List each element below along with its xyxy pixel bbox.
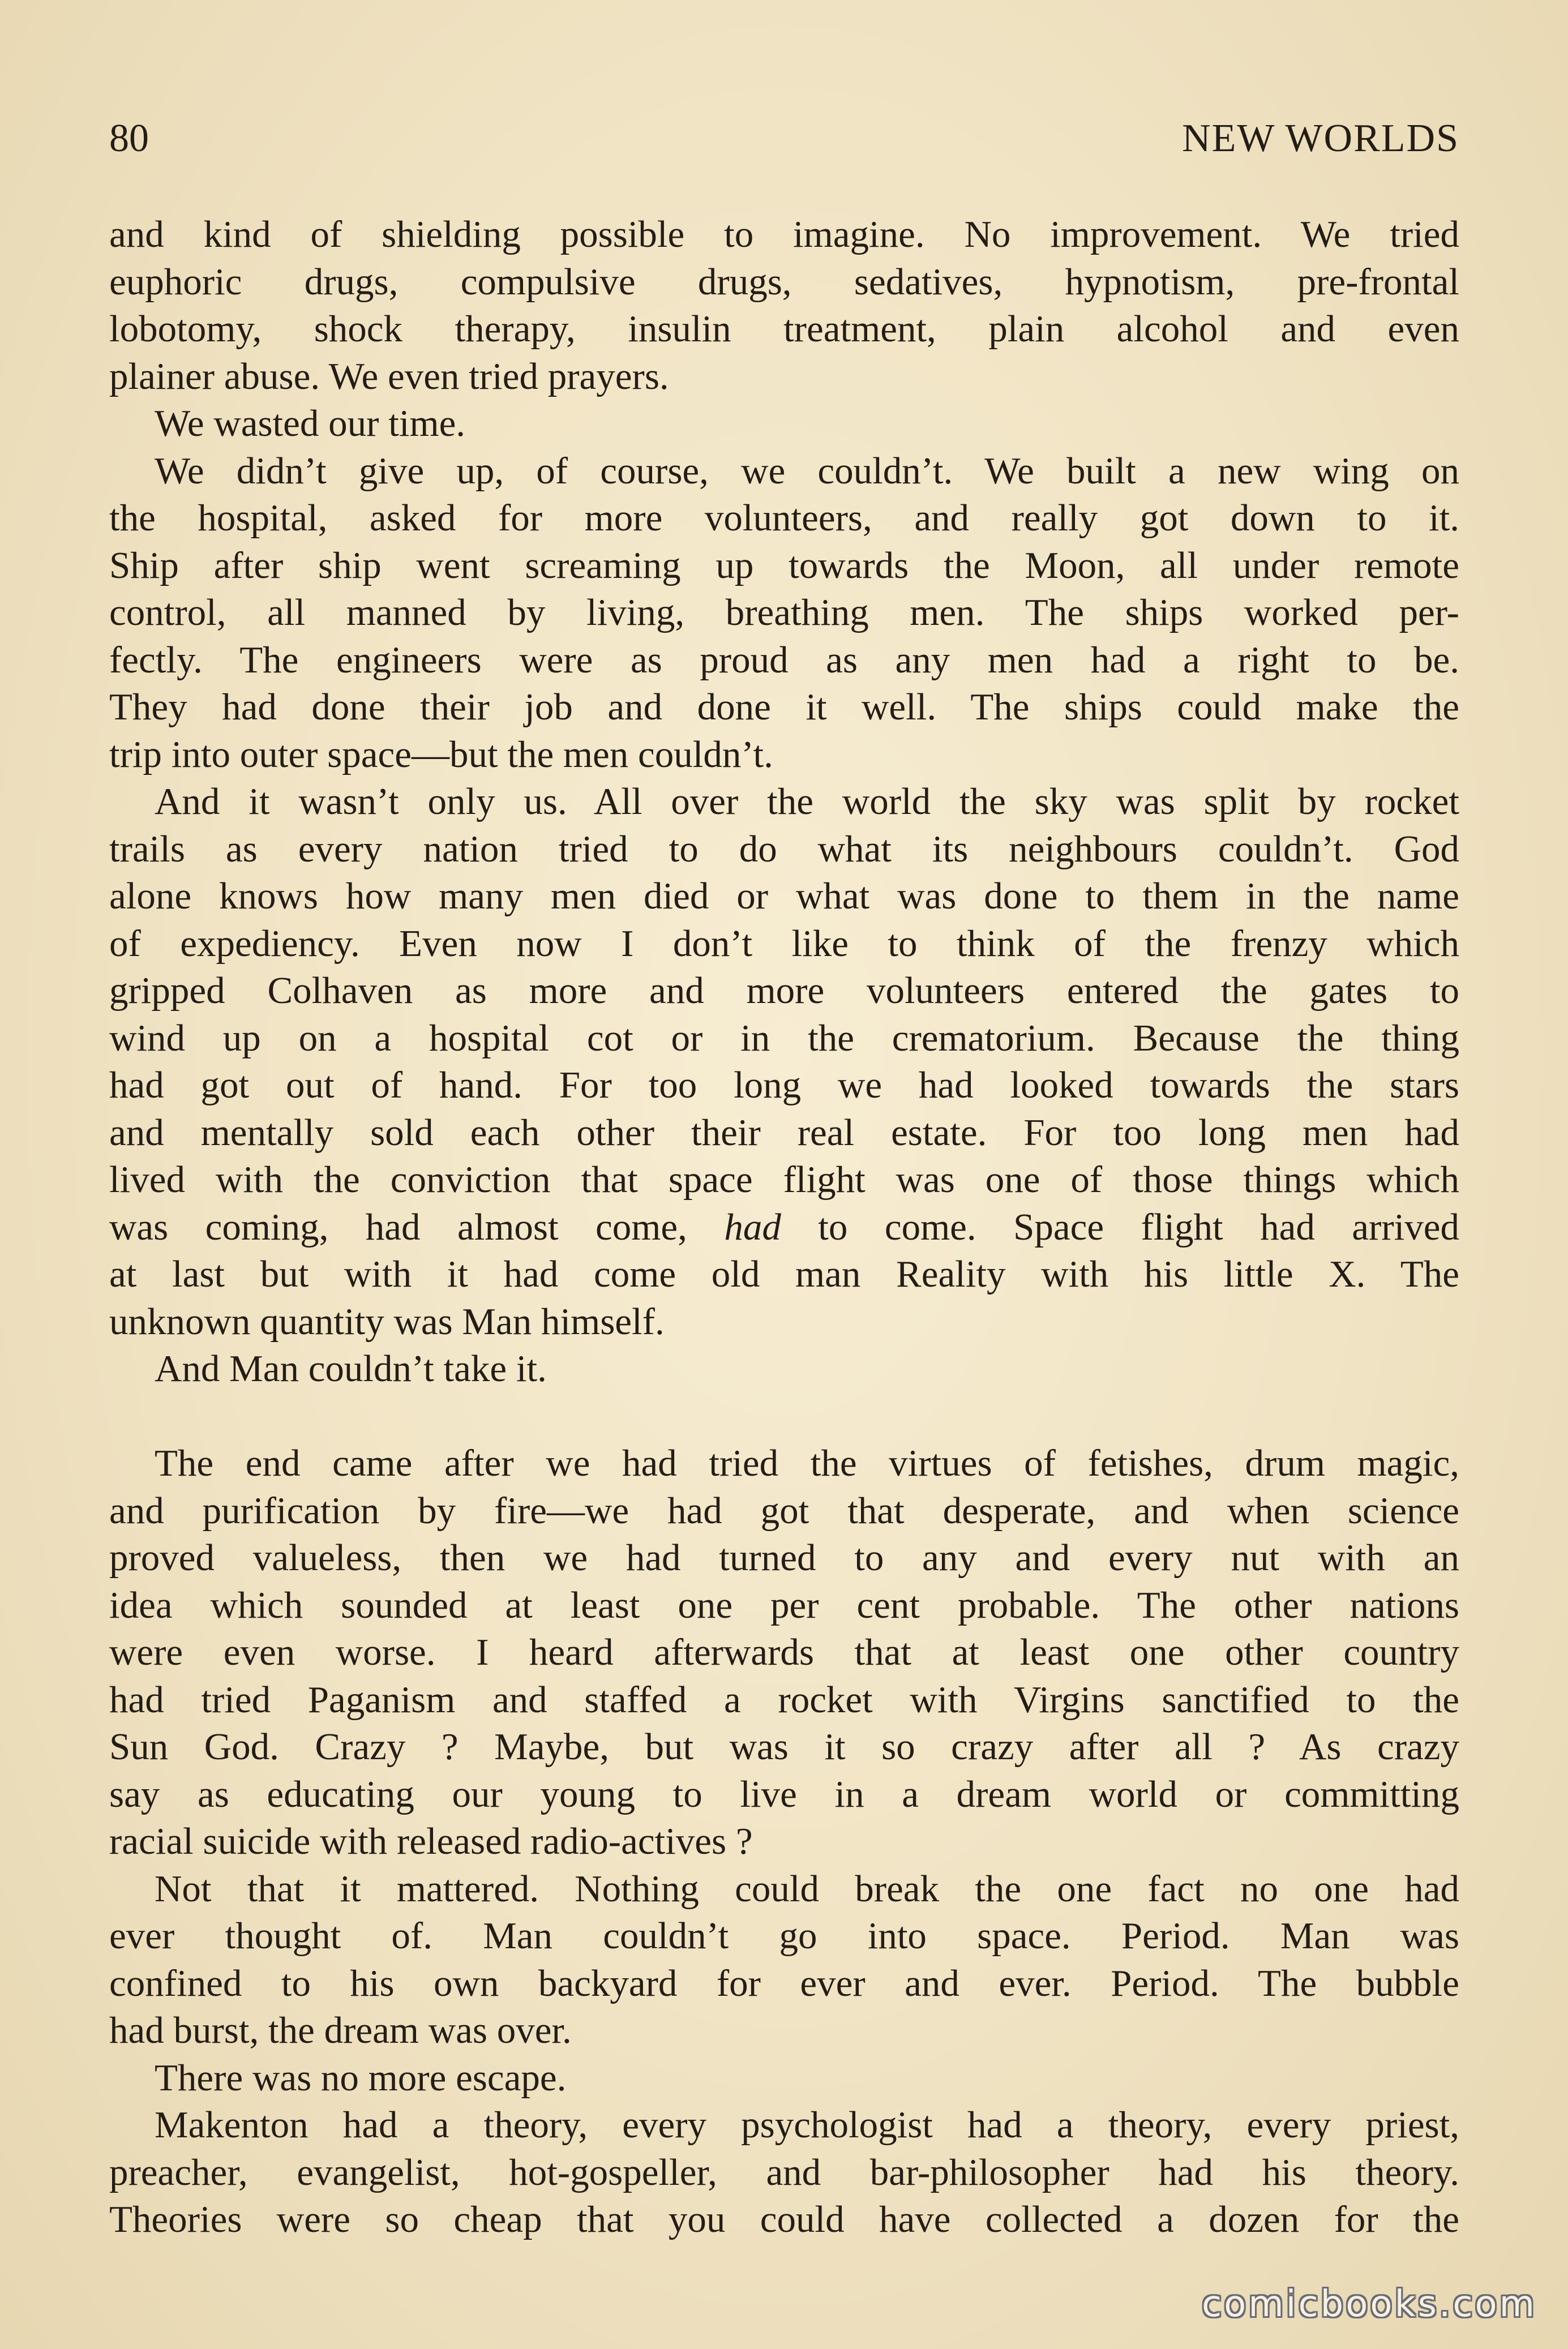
text-line: unknown quantity was Man himself.	[109, 1300, 665, 1343]
text-line: lived with the conviction that space flight was one of those things which	[109, 1159, 1459, 1201]
page-number: 80	[109, 117, 149, 160]
text-line: and mentally sold each other their real estate. For too long men had	[109, 1111, 1459, 1154]
story-text	[109, 211, 1459, 2244]
section-break	[109, 1393, 1459, 1441]
text-line: Ship after ship went screaming up towards the Moon, all under remote	[109, 544, 1459, 586]
text-line: wind up on a hospital cot or in the crematorium. Because the thing	[109, 1017, 1459, 1059]
text-line: and kind of shielding possible to imagine. No improvement. We tried	[109, 213, 1459, 255]
text-line: idea which sounded at least one per cent probable. The other nations	[109, 1584, 1459, 1626]
text-segment: to come. Space flight had arrived	[781, 1206, 1459, 1248]
text-line: euphoric drugs, compulsive drugs, sedatives, hypnotism, pre-frontal	[109, 260, 1459, 303]
text-line: proved valueless, then we had turned to any and every nut with an	[109, 1537, 1459, 1579]
text-line: control, all manned by living, breathing men. The ships worked per-	[109, 591, 1459, 633]
text-line: trails as every nation tried to do what its neighbours couldn’t. God	[109, 828, 1459, 870]
text-line: say as educating our young to live in a dream world or committing	[109, 1773, 1459, 1815]
text-line: There was no more escape.	[155, 2056, 567, 2099]
text-line: lobotomy, shock therapy, insulin treatment, plain alcohol and even	[109, 308, 1459, 350]
text-line: They had done their job and done it well. The ships could make the	[109, 686, 1459, 728]
text-line: We wasted our time.	[155, 402, 466, 444]
text-line: We didn’t give up, of course, we couldn’t. We built a new wing on	[155, 449, 1459, 492]
text-line: racial suicide with released radio-actives ?	[109, 1820, 753, 1862]
text-line: Theories were so cheap that you could have collected a dozen for the	[109, 2198, 1459, 2240]
text-line: plainer abuse. We even tried prayers.	[109, 355, 669, 397]
text-line: alone knows how many men died or what was done to them in the name	[109, 875, 1459, 917]
text-segment: was coming, had almost come,	[109, 1206, 725, 1248]
text-line: And Man couldn’t take it.	[155, 1348, 547, 1390]
text-line: And it wasn’t only us. All over the world the sky was split by rocket	[155, 781, 1459, 822]
running-head: NEW WORLDS	[1182, 117, 1459, 160]
text-line: had got out of hand. For too long we had looked towards the stars	[109, 1064, 1459, 1106]
text-line: trip into outer space—but the men couldn’t.	[109, 733, 773, 775]
text-line: confined to his own backyard for ever and ever. Period. The bubble	[109, 1962, 1459, 2004]
text-line: Sun God. Crazy ? Maybe, but was it so crazy after all ? As crazy	[109, 1726, 1459, 1768]
text-line: had tried Paganism and staffed a rocket with Virgins sanctified to the	[109, 1678, 1459, 1721]
italic-word: had	[724, 1206, 781, 1248]
text-line: had burst, the dream was over.	[109, 2009, 572, 2051]
text-line: The end came after we had tried the virtues of fetishes, drum magic,	[155, 1442, 1459, 1484]
text-line: gripped Colhaven as more and more volunteers entered the gates to	[109, 970, 1459, 1011]
text-line	[109, 1204, 1459, 1251]
text-line: Not that it mattered. Nothing could break the one fact no one had	[155, 1867, 1459, 1910]
page-header	[109, 113, 1459, 164]
text-line: ever thought of. Man couldn’t go into space. Period. Man was	[109, 1915, 1459, 1957]
watermark: comicbooks.com	[1201, 2283, 1537, 2325]
text-line: and purification by fire—we had got that desperate, and when science	[109, 1489, 1459, 1532]
text-line: at last but with it had come old man Reality with his little X. The	[109, 1253, 1459, 1295]
text-line: were even worse. I heard afterwards that at least one other country	[109, 1631, 1459, 1673]
text-line: of expediency. Even now I don’t like to think of the frenzy which	[109, 922, 1459, 965]
text-line: Makenton had a theory, every psychologist had a theory, every priest,	[155, 2104, 1459, 2146]
text-line: the hospital, asked for more volunteers, and really got down to it.	[109, 497, 1459, 539]
text-line: preacher, evangelist, hot-gospeller, and bar-philosopher had his theory.	[109, 2151, 1459, 2193]
text-line: fectly. The engineers were as proud as any men had a right to be.	[109, 638, 1459, 681]
